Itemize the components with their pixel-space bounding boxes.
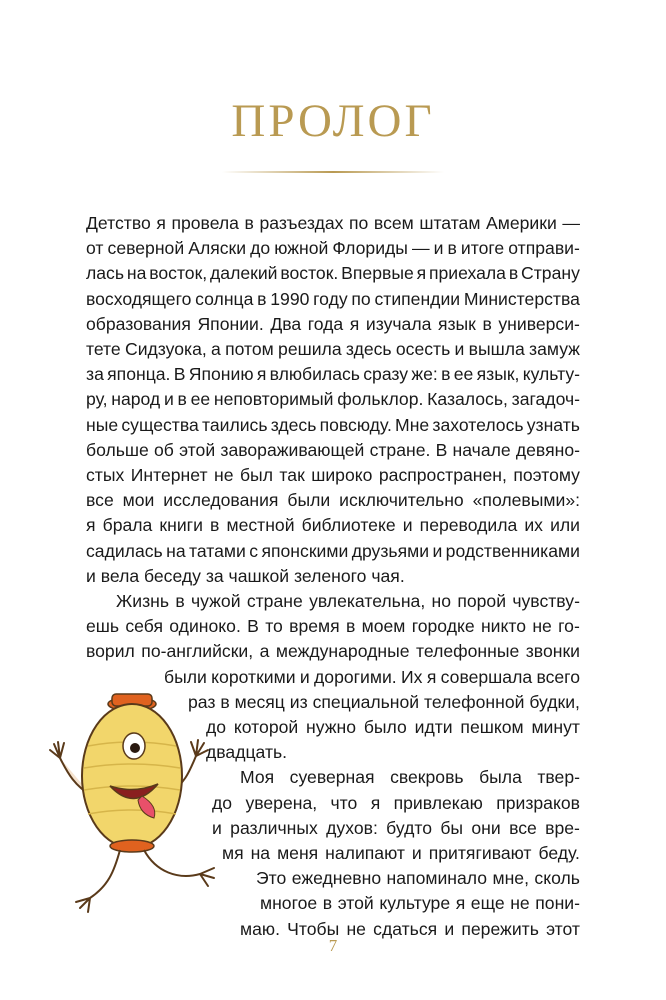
text-line: Детство я провела в разъездах по всем штатам Америки —: [86, 213, 580, 233]
text-line: маю. Чтобы не сдаться и пережить этот: [240, 918, 580, 939]
text-line: восходящего солнца в 1990 году по стипендии Министерства: [86, 288, 580, 309]
text-line: мя на меня налипают и притягивают беду.: [222, 843, 580, 863]
text-line: до которой нужно было идти пешком минут: [206, 717, 580, 737]
text-line: ворил по-английски, а международные телефонные звонки: [86, 641, 580, 662]
text-line: и вела беседу за чашкой зеленого чая.: [86, 565, 405, 586]
text-line: ные существа таились здесь повсюду. Мне захотелось узнать: [86, 414, 580, 435]
text-line: до уверена, что я привлекаю призраков: [212, 792, 580, 813]
text-line: раз в месяц из специальной телефонной будки,: [188, 691, 580, 712]
text-line: образования Японии. Два года я изучала язык в универси-: [86, 313, 580, 334]
text-line: и различных духов: будто бы они все вре-: [212, 817, 580, 838]
text-line: многое в этой культуре я еще не пони-: [260, 893, 580, 914]
chapter-title: ПРОЛОГ: [231, 95, 435, 147]
text-line: от северной Аляски до южной Флориды — и в итоге отправи-: [86, 238, 580, 259]
text-line: больше об этой завораживающей стране. В начале девяно-: [86, 439, 580, 460]
text-line: за японца. В Японию я влюбилась сразу же: в ее язык, культу-: [86, 364, 580, 385]
text-line: Жизнь в чужой стране увлекательна, но порой чувству-: [116, 591, 580, 611]
title-divider: [222, 171, 444, 173]
text-line: все мои исследования были исключительно «полевыми»:: [86, 490, 580, 511]
lantern-ghost-illustration: [30, 676, 242, 922]
text-line: были короткими и дорогими. Их я совершала всего: [164, 666, 580, 687]
text-line: Это ежедневно напоминало мне, сколь: [256, 868, 580, 889]
text-line: лась на восток, далекий восток. Впервые я приехала в Страну: [86, 263, 580, 284]
text-line: Моя суеверная свекровь была твер-: [240, 767, 580, 788]
page-number: 7: [328, 936, 338, 955]
text-line: ешь себя одиноко. В то время в моем городке никто не го-: [86, 616, 580, 637]
text-line: ру, народ и в ее неповторимый фольклор. Казалось, загадоч-: [86, 389, 580, 410]
text-line: двадцать.: [206, 742, 288, 763]
text-line: тете Сидзуока, а потом решила здесь осесть и вышла замуж: [86, 339, 580, 359]
text-line: я брала книги в местной библиотеке и переводила их или: [86, 515, 580, 536]
text-line: садилась на татами с японскими друзьями и родственниками: [86, 540, 580, 561]
text-line: стых Интернет не был так широко распространен, поэтому: [86, 465, 580, 485]
